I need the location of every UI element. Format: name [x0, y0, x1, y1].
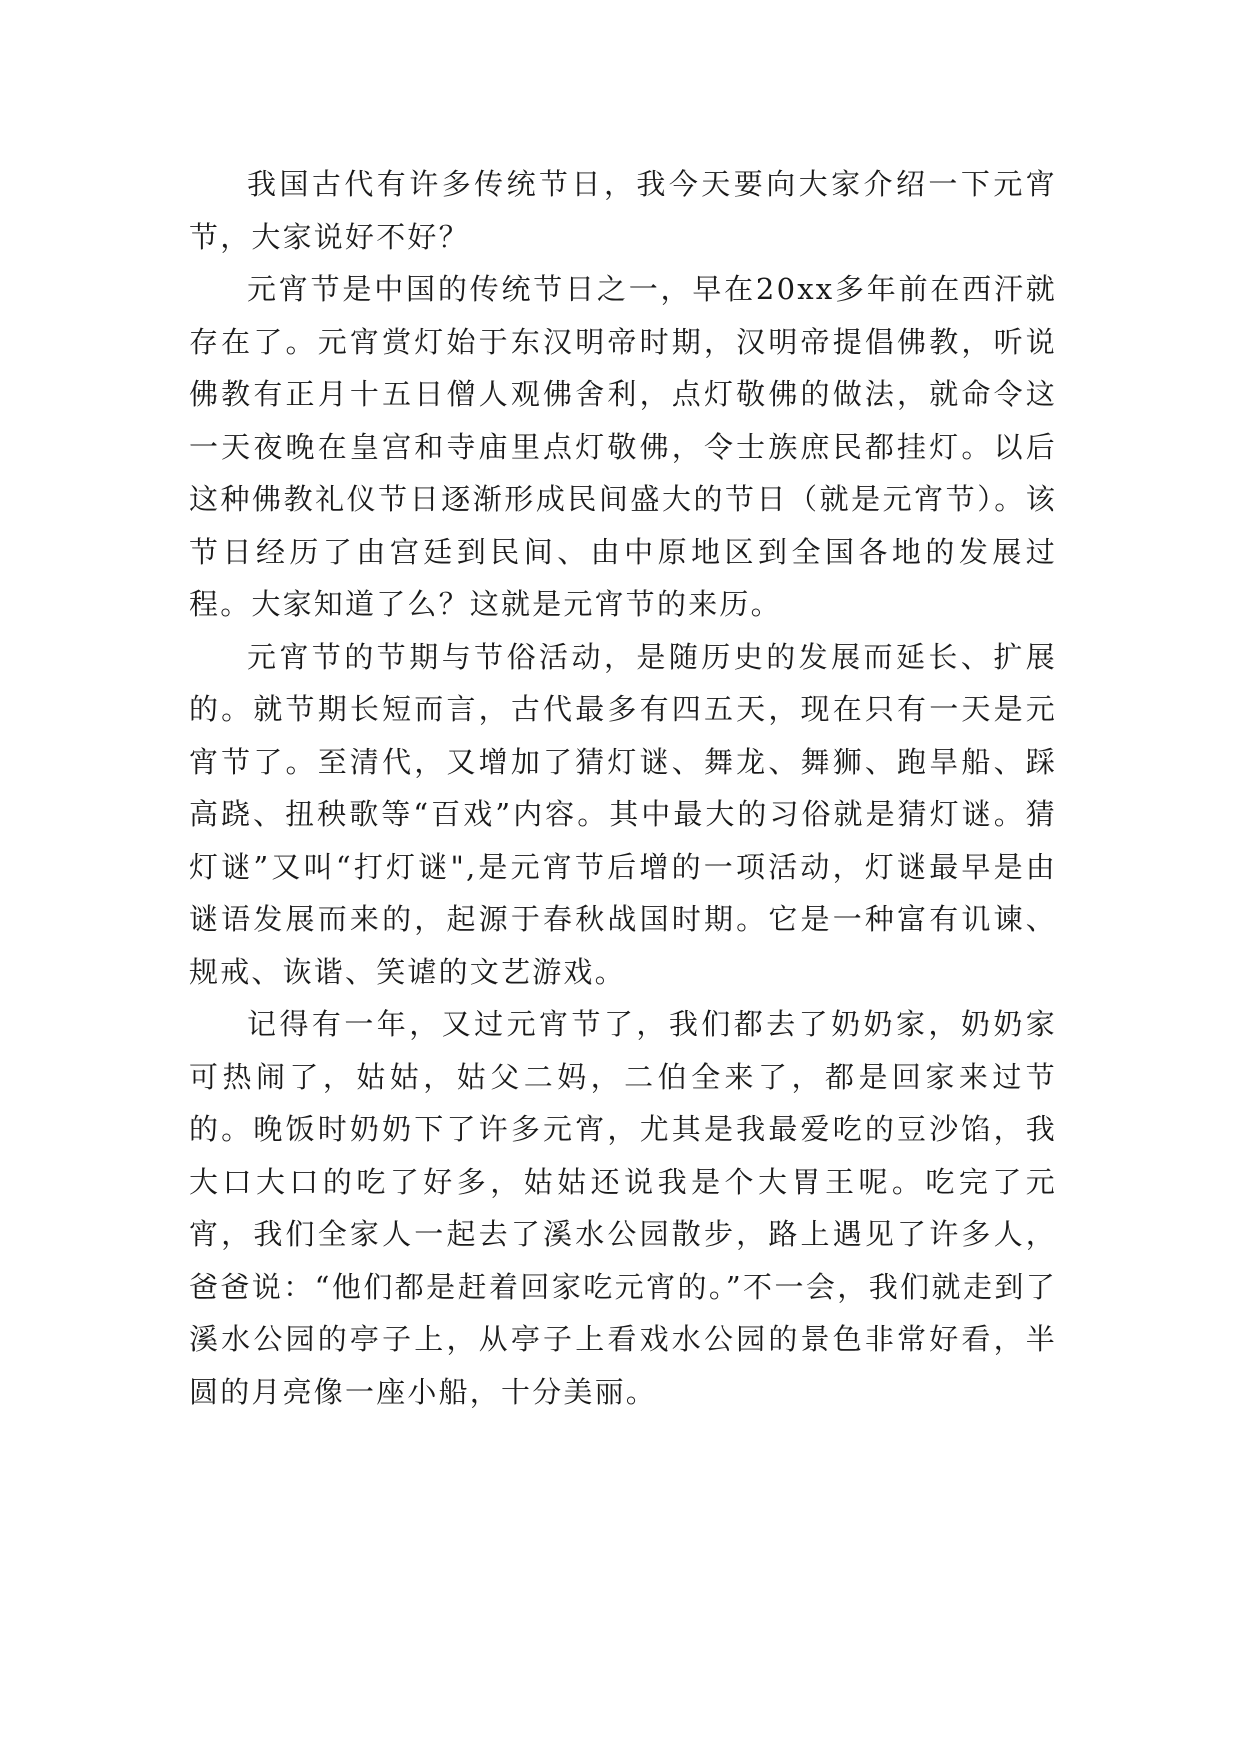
paragraph-customs: 元宵节的节期与节俗活动，是随历史的发展而延长、扩展的。就节期长短而言，古代最多有四五天，现在只有一天是元宵节了。至清代，又增加了猜灯谜、舞龙、舞狮、跑旱船、踩高跷、扭秧歌等“百戏”内容。其中最大的习俗就是猜灯谜。猜灯谜”又叫“打灯谜",是元宵节后增的一项活动，灯谜最早是由谜语发展而来的，起源于春秋战国时期。它是一种富有讥谏、规戒、诙谐、笑谑的文艺游戏。	[189, 639, 1057, 989]
paragraph-memory: 记得有一年，又过元宵节了，我们都去了奶奶家，奶奶家可热闹了，姑姑，姑父二妈，二伯全来了，都是回家来过节的。晚饭时奶奶下了许多元宵，尤其是我最爱吃的豆沙馅，我大口大口的吃了好多，姑姑还说我是个大胃王呢。吃完了元宵，我们全家人一起去了溪水公园散步，路上遇见了许多人，爸爸说：“他们都是赶着回家吃元宵的。”不一会，我们就走到了溪水公园的亭子上，从亭子上看戏水公园的景色非常好看，半圆的月亮像一座小船，十分美丽。	[189, 1007, 1057, 1409]
paragraph-intro: 我国古代有许多传统节日，我今天要向大家介绍一下元宵节，大家说好不好？	[189, 167, 1057, 254]
paragraph-origin: 元宵节是中国的传统节日之一，早在20xx多年前在西汗就存在了。元宵赏灯始于东汉明帝时期，汉明帝提倡佛教，听说佛教有正月十五日僧人观佛舍利，点灯敬佛的做法，就命令这一天夜晚在皇宫和寺庙里点灯敬佛，令士族庶民都挂灯。以后这种佛教礼仪节日逐渐形成民间盛大的节日（就是元宵节）。该节日经历了由宫廷到民间、由中原地区到全国各地的发展过程。大家知道了么？这就是元宵节的来历。	[189, 272, 1057, 621]
document-body	[189, 158, 1057, 1418]
